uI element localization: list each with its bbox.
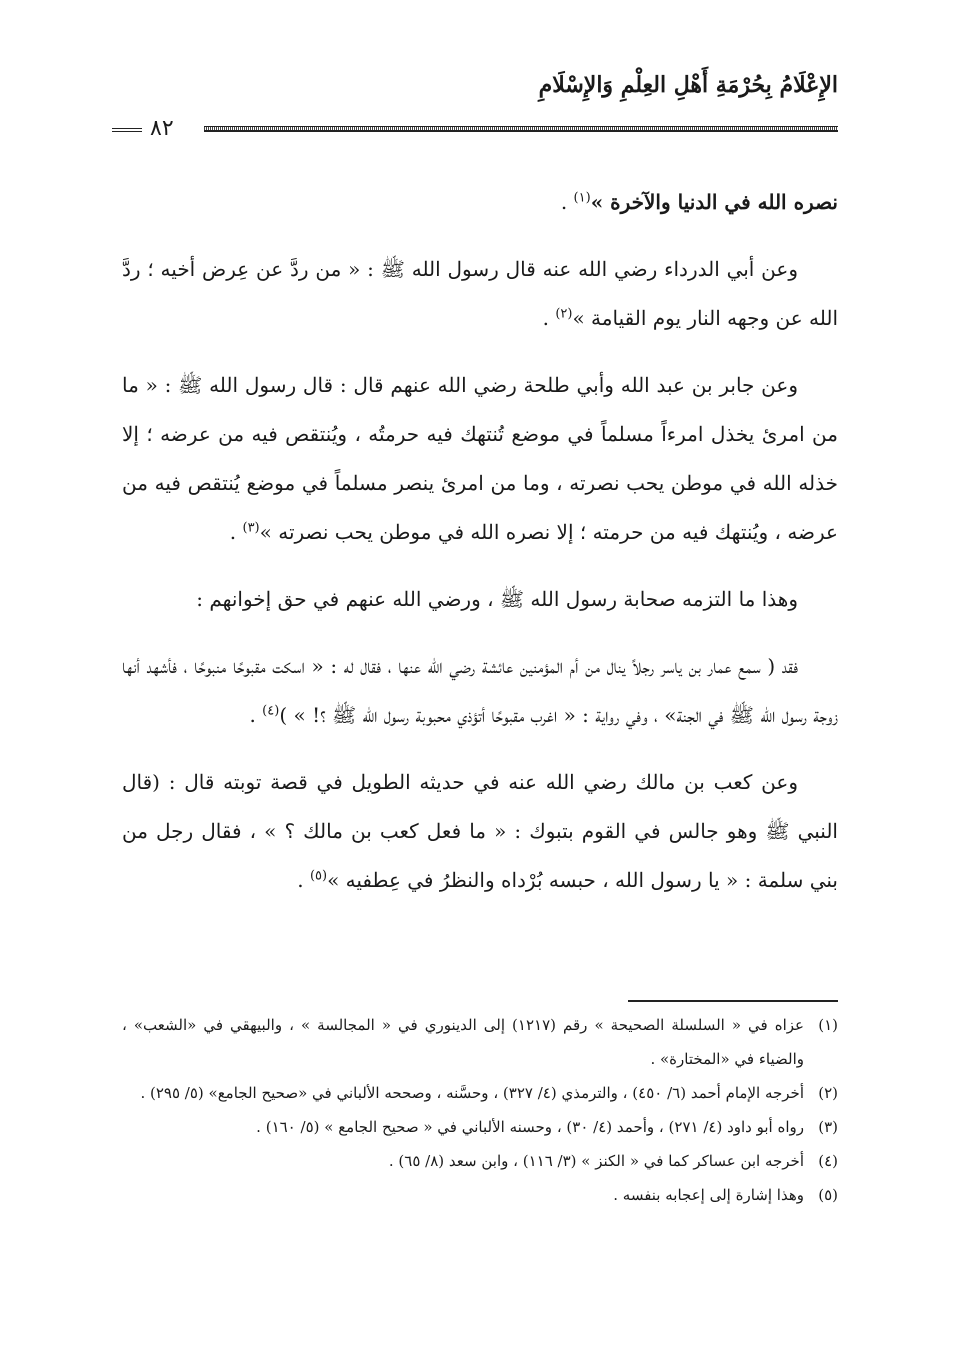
footnote-number: (٢) bbox=[818, 1084, 838, 1102]
paragraph-text: وعن أبي الدرداء رضي الله عنه قال رسول الله ﷺ : « من ردَّ عن عِرض أخيه ؛ ردَّ الله عن وجهه النار يوم القيامة » bbox=[122, 257, 838, 330]
footnote-separator bbox=[628, 1000, 838, 1002]
footnote-number: (٤) bbox=[818, 1152, 838, 1170]
paragraph bbox=[122, 245, 838, 343]
footnote-text: أخرجه الإمام أحمد (٦/ ٤٥٠) ، والترمذي (٤/ ٣٢٧) ، وحسَّنه ، وصححه الألباني في «صحيح الجامع» (٥/ ٢٩٥) . bbox=[140, 1084, 804, 1102]
main-text bbox=[122, 178, 838, 923]
paragraph-text: وعن جابر بن عبد الله وأبي طلحة رضي الله عنهم قال : قال رسول الله ﷺ : « ما من امرئ يخذل امرءاً مسلماً في موضع تُنتهك فيه حرمتُه ، ويُنتقص فيه من عرضه ؛ إلا خذله الله في موطن يحب نصرته ، وما من امرئ ينصر مسلماً في موضع يُنتقص فيه من عرضه ، ويُنتهك فيه من حرمته ؛ إلا نصره الله في موطن يحب نصرته » bbox=[122, 373, 838, 544]
paragraph-text: نصره الله في الدنيا والآخرة » bbox=[590, 190, 838, 214]
footnote bbox=[122, 1008, 838, 1076]
page-header bbox=[112, 72, 838, 142]
paragraph bbox=[122, 361, 838, 557]
footnote-text: عزاه في « السلسلة الصحيحة » رقم (١٢١٧) إلى الدينوري في « المجالسة » ، والبيهقي في «الشعب» ، والضياء في «المختارة» . bbox=[122, 1016, 805, 1068]
page-number-rule bbox=[112, 128, 142, 132]
paragraph-tail: . bbox=[229, 520, 243, 544]
footnote bbox=[122, 1144, 838, 1178]
footnote bbox=[122, 1110, 838, 1144]
footnote-number: (١) bbox=[818, 1016, 839, 1034]
paragraph bbox=[122, 642, 838, 740]
footnote-ref: (٥) bbox=[309, 868, 328, 884]
footnote-text: رواه أبو داود (٤/ ٢٧١) ، وأحمد (٤/ ٣٠) ، وحسنه الألباني في « صحيح الجامع » (٥/ ١٦٠) . bbox=[256, 1118, 804, 1136]
paragraph-tail: . bbox=[297, 868, 310, 892]
paragraph-tail: . bbox=[249, 703, 263, 727]
paragraph bbox=[122, 758, 838, 905]
footnote-number: (٥) bbox=[818, 1186, 838, 1204]
footnote-number: (٣) bbox=[818, 1118, 838, 1136]
paragraph-tail: . bbox=[542, 306, 556, 330]
paragraph-text: وهذا ما التزمه صحابة رسول الله ﷺ ، ورضي الله عنهم في حق إخوانهم : bbox=[196, 587, 798, 611]
footnote-ref: (٣) bbox=[242, 520, 260, 536]
paragraph-tail: . bbox=[560, 190, 574, 214]
footnote bbox=[122, 1076, 838, 1110]
footnote-ref: (١) bbox=[573, 190, 591, 206]
footnote-ref: (٢) bbox=[555, 306, 573, 322]
page-number: ٨٢ bbox=[150, 116, 174, 141]
footnote-text: وهذا إشارة إلى إعجابه بنفسه . bbox=[613, 1186, 804, 1204]
book-title: الإِعْلَامُ بِحُرْمَةِ أَهْلِ العِلْمِ وَالإِسْلَامِ bbox=[538, 72, 838, 98]
footnote-ref: (٤) bbox=[262, 703, 280, 719]
footnote bbox=[122, 1178, 838, 1212]
paragraph bbox=[122, 178, 838, 227]
header-rule bbox=[204, 126, 838, 132]
footnote-text: أخرجه ابن عساكر كما في « الكنز » (٣/ ١١٦) ، وابن سعد (٨/ ٦٥) . bbox=[388, 1152, 804, 1170]
paragraph-text: وعن كعب بن مالك رضي الله عنه في حديثه الطويل في قصة توبته قال : (قال النبي ﷺ وهو جالس في القوم بتبوك : « ما فعل كعب بن مالك ؟ » ، فقال رجل من بني سلمة : « يا رسول الله ، حبسه بُرْداه والنظرُ في عِطفيه » bbox=[122, 770, 838, 892]
paragraph bbox=[122, 575, 838, 624]
footnotes bbox=[122, 1008, 838, 1212]
paragraph-text: فقد ( سمع عمار بن ياسر رجلاً ينال من أم المؤمنين عائشة رضي الله عنها ، فقال له : « اسكت مقبوحًا منبوحًا ، فأشهد أنها زوجة رسول الله ﷺ في الجنة» ، وفي رواية : « اغرب مقبوحًا أتؤذي محبوبة رسول الله ﷺ ؟! » ) bbox=[122, 654, 838, 727]
